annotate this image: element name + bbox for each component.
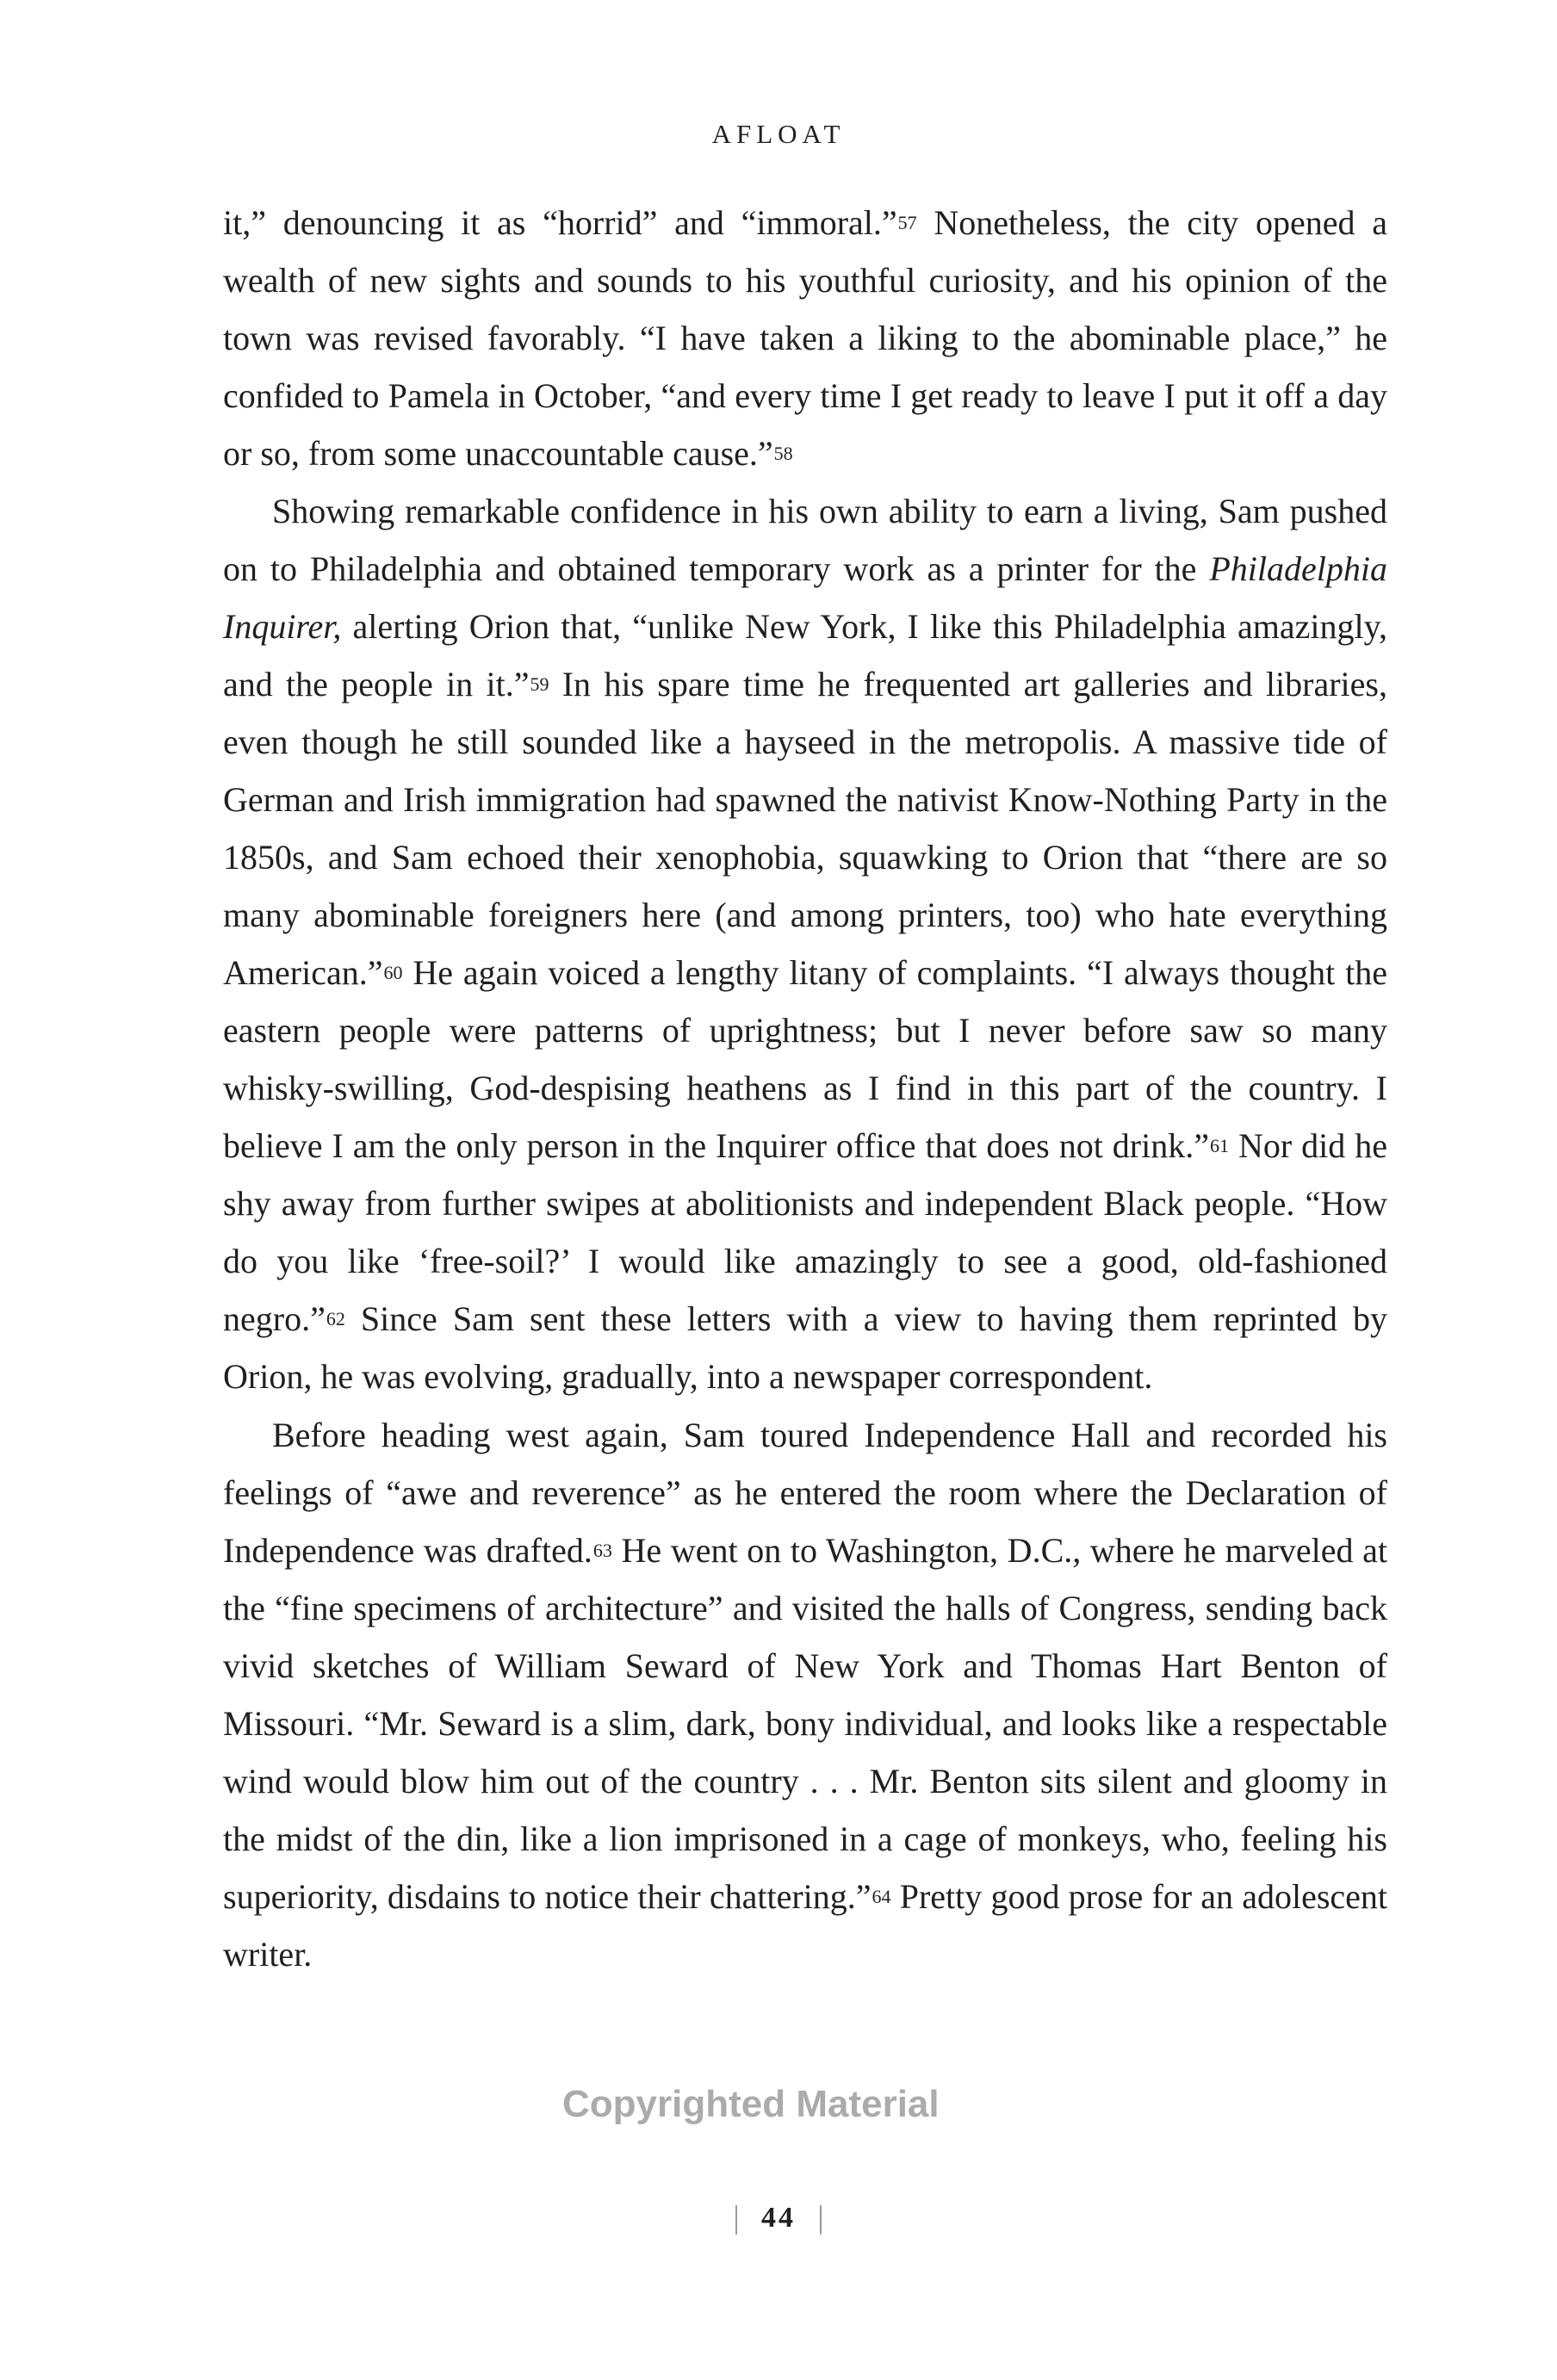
paragraph [223,194,1387,482]
italic-title: Philadelphia Inquirer, [223,549,1387,646]
copyright-watermark: Copyrighted Material [562,2083,940,2125]
paragraph [223,482,1387,1405]
text-run: In his spare time he frequented art galleries and libraries, even though he still sounded like a hayseed in the metropolis. A massive tide of German and Irish immigration had spawned the nativist Know-Nothing Party in the 1850s, and Sam echoed their xenophobia, squawking to Orion that “there are so many abominable foreigners here (and among printers, too) who hate everything American.” [223,665,1387,992]
text-run: it,” denouncing it as “horrid” and “immoral.” [223,203,897,242]
footnote-marker: 60 [383,962,403,983]
footnote-marker: 63 [592,1540,612,1561]
right-rule [820,2205,822,2234]
paragraph [223,1406,1387,1983]
page-number-footer [0,2202,1557,2234]
page-number: 44 [761,2202,796,2234]
text-run: Before heading west again, Sam toured Independence Hall and recorded his feelings of “awe and reverence” as he entered the room where the Declaration of Independence was drafted. [223,1416,1387,1570]
text-run: Pretty good prose for an adolescent writer. [223,1877,1388,1974]
footnote-marker: 64 [872,1886,891,1907]
text-run: He again voiced a lengthy litany of complaints. “I always thought the eastern people were patterns of uprightness; but I never before saw so many whisky-swilling, God-despising heathens as I find in this part of the country. I believe I am the only person in the Inquirer office that does not drink.” [223,953,1387,1165]
text-run: Nor did he shy away from further swipes at abolitionists and independent Black people. “How do you like ‘free-soil?’ I would like amazingly to see a good, old-fashioned negro.” [223,1126,1387,1338]
footnote-marker: 61 [1209,1135,1229,1156]
footnote-marker: 62 [326,1308,345,1329]
running-head: AFLOAT [711,119,846,149]
body-text [223,194,1387,1983]
footnote-marker: 58 [773,443,793,464]
text-run: Nonetheless, the city opened a wealth of new sights and sounds to his youthful curiosity, and his opinion of the town was revised favorably. “I have taken a liking to the abominable place,” he confided to Pamela in October, “and every time I get ready to leave I put it off a day or so, from some unaccountable cause.” [223,203,1388,473]
footnote-marker: 57 [897,212,917,233]
left-rule [735,2205,737,2234]
text-run: alerting Orion that, “unlike New York, I like this Philadelphia amazingly, and the people in it.” [223,607,1387,703]
text-run: Since Sam sent these letters with a view to having them reprinted by Orion, he was evolving, gradually, into a newspaper correspondent. [223,1299,1387,1396]
footnote-marker: 59 [530,673,549,695]
text-run: He went on to Washington, D.C., where he marveled at the “fine specimens of architecture” and visited the halls of Congress, sending back vivid sketches of William Seward of New York and Thomas Hart Benton of Missouri. “Mr. Seward is a slim, dark, bony individual, and looks like a respectable wind would blow him out of the country . . . Mr. Benton sits silent and gloomy in the midst of the din, like a lion imprisoned in a cage of monkeys, who, feeling his superiority, disdains to notice their chattering.” [223,1531,1388,1916]
text-run: Showing remarkable confidence in his own ability to earn a living, Sam pushed on to Philadelphia and obtained temporary work as a printer for the [223,492,1387,588]
